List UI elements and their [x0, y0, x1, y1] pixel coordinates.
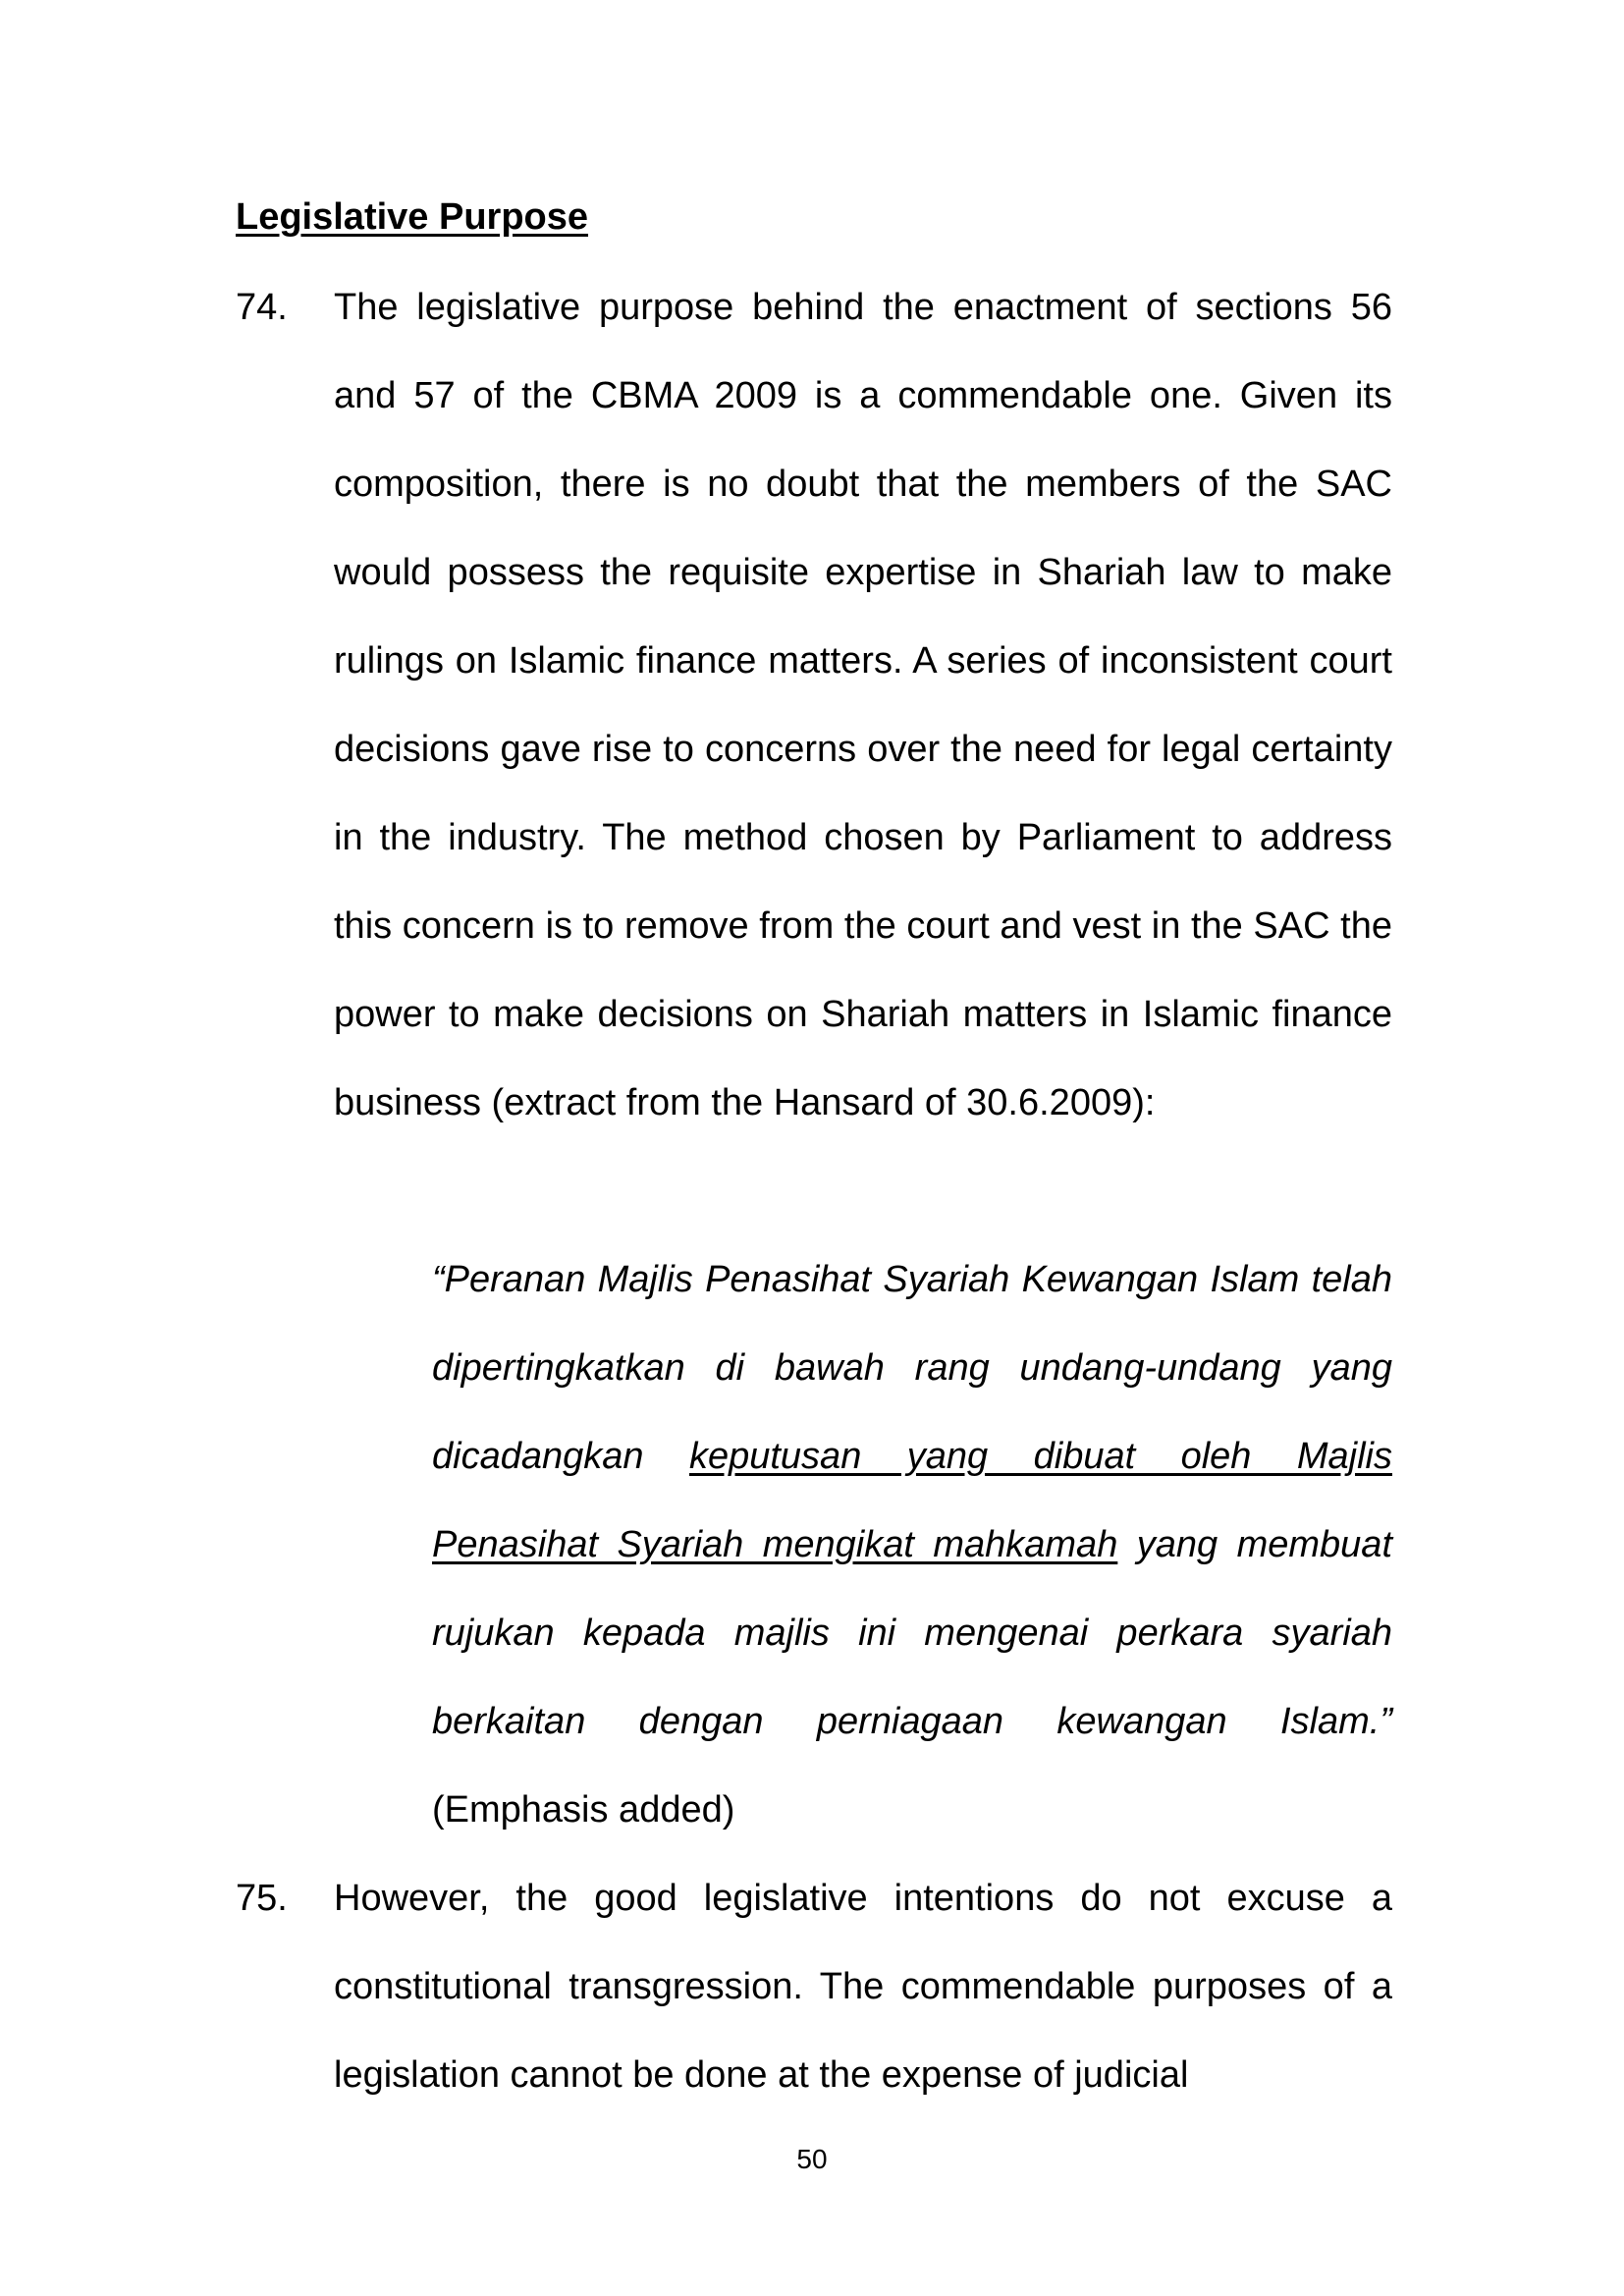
- paragraph-75: [236, 1854, 1392, 2119]
- paragraph-number: 75.: [236, 1878, 288, 1919]
- emphasis-note: (Emphasis added): [432, 1789, 735, 1831]
- quote-text-start: “Peranan Majlis Penasihat Syariah Kewangan Islam telah dipertingkatkan di bawah rang undang-undang yang dicadangkan: [432, 1259, 1392, 1477]
- quote-text-end: yang membuat rujukan kepada majlis ini mengenai perkara syariah berkaitan dengan perniagaan kewangan Islam.”: [432, 1524, 1392, 1742]
- paragraph-74: [236, 263, 1392, 1147]
- paragraph-number: 74.: [236, 287, 288, 328]
- paragraph-text: The legislative purpose behind the enactment of sections 56 and 57 of the CBMA 2009 is a commendable one. Given its composition, there is no doubt that the members of the SAC would possess the requisite expertise in Shariah law to make rulings on Islamic finance matters. A series of inconsistent court decisions gave rise to concerns over the need for legal certainty in the industry. The method chosen by Parliament to address this concern is to remove from the court and vest in the SAC the power to make decisions on Shariah matters in Islamic finance business (extract from the Hansard of 30.6.2009):: [334, 287, 1392, 1123]
- section-heading: Legislative Purpose: [236, 196, 589, 238]
- block-quote: [432, 1235, 1392, 1854]
- page-number: 50: [796, 2144, 828, 2174]
- quote-emphasis: keputusan yang dibuat oleh Majlis Penasihat Syariah mengikat mahkamah: [432, 1436, 1392, 1565]
- paragraph-text: However, the good legislative intentions do not excuse a constitutional transgression. The commendable purposes of a legislation cannot be done at the expense of judicial: [334, 1878, 1392, 2096]
